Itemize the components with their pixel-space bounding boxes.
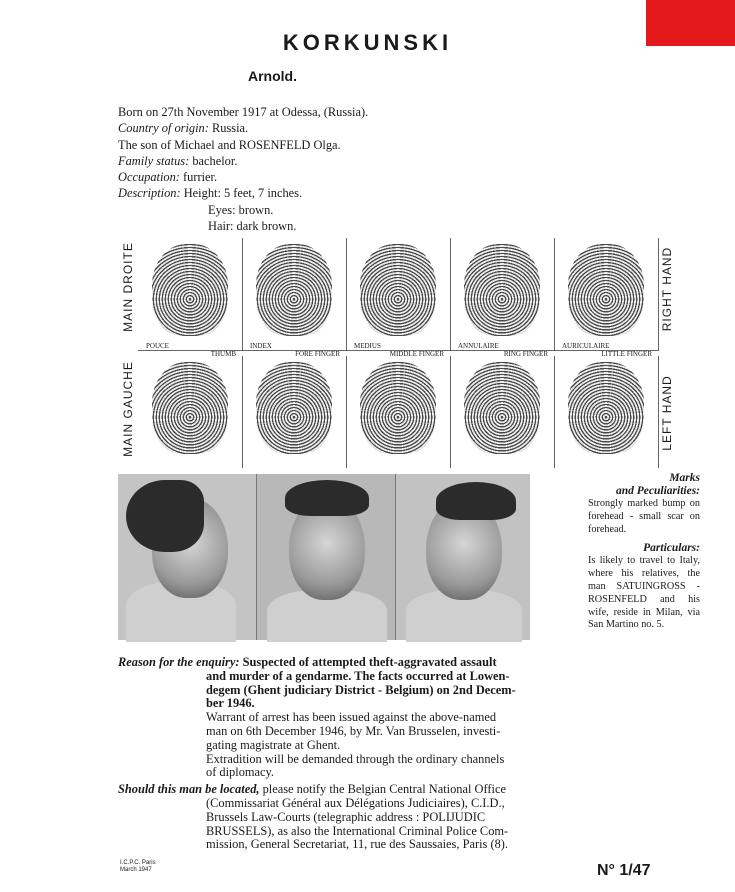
finger-label-fr: ANNULAIRE (458, 342, 499, 350)
birth-line: Born on 27th November 1917 at Odessa, (Russia). (118, 105, 369, 119)
marks-heading-2: and Peculiarities: (615, 485, 700, 497)
parents-line: The son of Michael and ROSENFELD Olga. (118, 137, 341, 152)
reason-line-3: degem (Ghent judiciary District - Belgium) on 2nd Decem- (206, 682, 516, 697)
description-label: Description: (118, 186, 181, 201)
located-line-2: (Commissariat Général aux Délégations Judiciaires), C.I.D., (206, 795, 505, 810)
occupation-label: Occupation: (118, 170, 180, 185)
reason-line-2: and murder of a gendarme. The facts occurred at Lowen- (206, 668, 510, 683)
personal-details (118, 104, 368, 234)
fingerprint-image (360, 362, 436, 454)
finger-label-en: RING FINGER (503, 350, 548, 358)
reason-line-9: of diplomacy. (206, 765, 275, 780)
reason-line-4: ber 1946. (206, 696, 255, 711)
left-print-3 (450, 356, 555, 468)
marks-text: Strongly marked bump on forehead - small scar on forehead. (588, 498, 700, 535)
surname-heading: KORKUNSKI (282, 30, 453, 55)
reason-line-1: Suspected of attempted theft-aggravated assault (239, 655, 497, 669)
finger-label-fr: MEDIUS (354, 342, 381, 350)
notice-number: N° 1/47 (597, 862, 651, 879)
finger-label-fr: POUCE (146, 342, 169, 350)
located-line-3: Brussels Law-Courts (telegraphic address : POLIJUDIC (206, 809, 486, 824)
fingerprint-image (464, 362, 540, 454)
country-value: Russia. (208, 121, 249, 136)
right-print-1 (242, 238, 347, 358)
left-print-4 (554, 356, 659, 468)
right-print-0 (138, 238, 243, 358)
footer-publisher (120, 860, 156, 874)
marks-heading-1: Marks (669, 472, 700, 484)
finger-label-fr: AURICULAIRE (562, 342, 610, 350)
footer-date: March 1947 (120, 867, 152, 873)
finger-label-en: FORE FINGER (295, 350, 340, 358)
fingerprint-image (152, 362, 228, 454)
located-line-1: please notify the Belgian Central National Office (259, 782, 506, 797)
fingerprint-image (568, 362, 644, 454)
left-hand-label-en: LEFT HAND (660, 375, 674, 451)
right-hand-label-fr: MAIN DROITE (121, 242, 135, 332)
right-hand-label-en: RIGHT HAND (660, 246, 674, 332)
fingerprint-image (152, 244, 228, 336)
located-label: Should this man be located, (118, 782, 260, 797)
left-print-1 (242, 356, 347, 468)
fingerprint-chart (138, 238, 658, 466)
photo-profile-left (118, 474, 256, 640)
reason-line-6: man on 6th December 1946, by Mr. Van Brusselen, investi- (206, 723, 501, 738)
fingerprint-image (568, 244, 644, 336)
finger-label-en: MIDDLE FINGER (389, 350, 444, 358)
side-notes (588, 472, 700, 632)
located-line-5: mission, General Secretariat, 11, rue des Saussaies, Paris (8). (206, 837, 508, 852)
fingerprint-image (464, 244, 540, 336)
given-name: Arnold. (248, 68, 297, 84)
finger-label-fr: INDEX (250, 342, 272, 350)
reason-line-8: Extradition will be demanded through the ordinary channels (206, 751, 505, 766)
eyes-value: Eyes: brown. (208, 202, 274, 217)
occupation-value: furrier. (179, 170, 218, 185)
reason-line-5: Warrant of arrest has been issued against the above-named (206, 710, 497, 725)
right-print-2 (346, 238, 451, 358)
fingerprint-image (256, 244, 332, 336)
photo-three-quarter (395, 474, 530, 640)
located-line-4: BRUSSELS), as also the International Criminal Police Com- (206, 823, 509, 838)
mugshot-photos (118, 474, 529, 640)
right-print-3 (450, 238, 555, 358)
left-print-2 (346, 356, 451, 468)
right-print-4 (554, 238, 659, 358)
fingerprint-image (256, 362, 332, 454)
particulars-text: Is likely to travel to Italy, where his relatives, the man SATUINGROSS - ROSENFELD and his wife, reside in Milan, via San Martino no. 5. (588, 555, 700, 631)
left-print-0 (138, 356, 243, 468)
fingerprint-image (360, 244, 436, 336)
reason-label: Reason for the enquiry: (118, 655, 240, 669)
hair-value: Hair: dark brown. (208, 219, 297, 234)
reason-line-7: gating magistrate at Ghent. (206, 737, 341, 752)
footer-org: I.C.P.C. Paris (120, 860, 156, 866)
enquiry-reason (118, 656, 658, 852)
photo-front (256, 474, 396, 640)
fingerprint-grid (138, 238, 658, 466)
height-value: Height: 5 feet, 7 inches. (180, 186, 303, 201)
family-value: bachelor. (189, 153, 238, 168)
finger-label-en: LITTLE FINGER (601, 350, 652, 358)
particulars-heading: Particulars: (643, 542, 700, 555)
family-label: Family status: (118, 153, 190, 168)
country-label: Country of origin: (118, 121, 209, 136)
left-hand-label-fr: MAIN GAUCHE (121, 361, 135, 457)
finger-label-en: THUMB (210, 350, 236, 358)
